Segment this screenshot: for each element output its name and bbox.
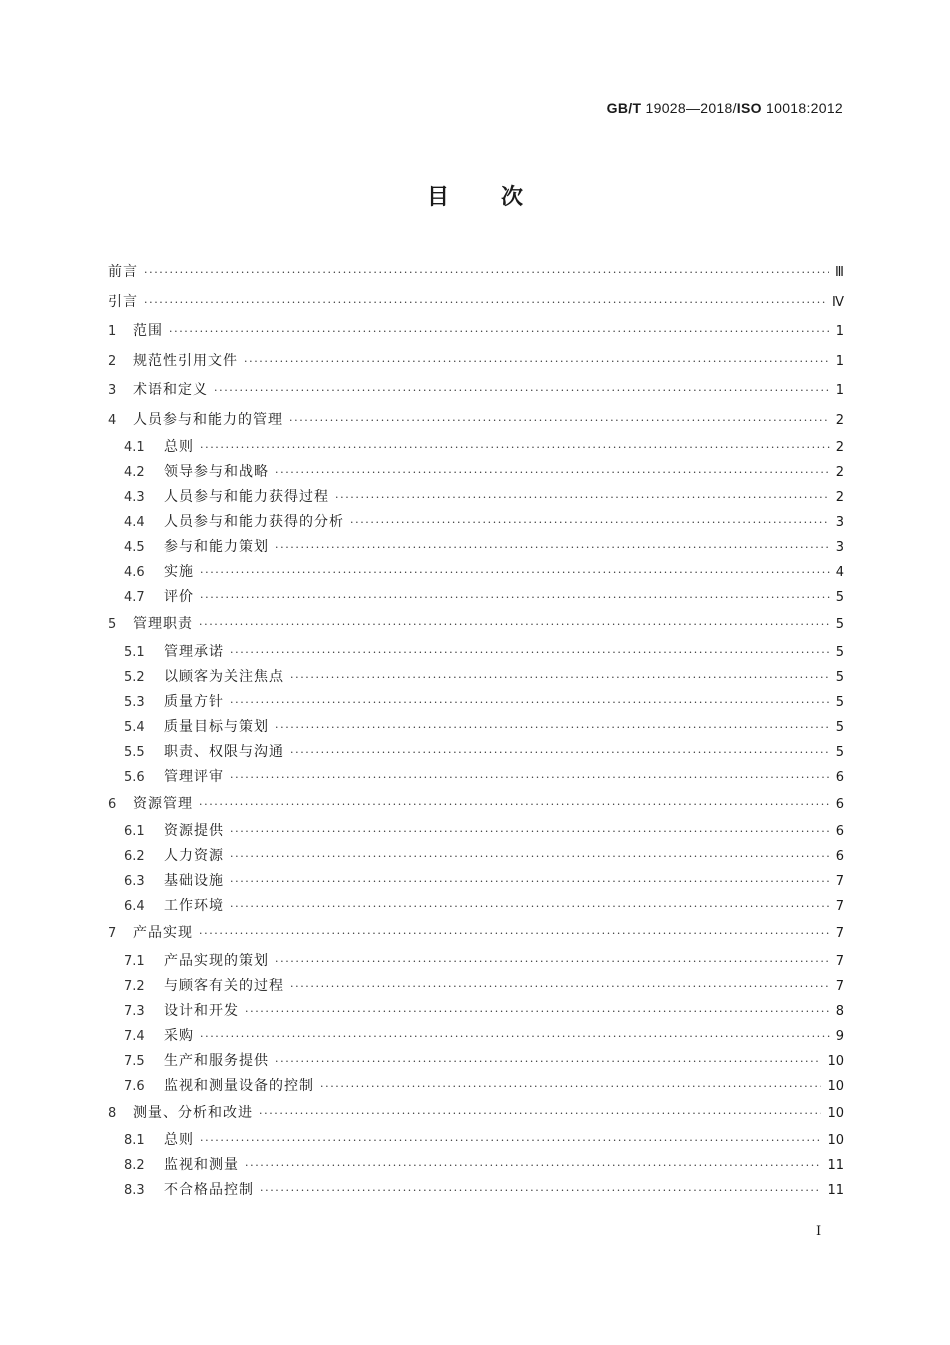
toc-leader-dots bbox=[200, 560, 830, 585]
toc-entry-label: 不合格品控制 bbox=[164, 1182, 254, 1198]
toc-entry-number: 5.5 bbox=[124, 744, 145, 760]
toc-entry-number: 5.6 bbox=[124, 769, 145, 785]
toc-leader-dots bbox=[275, 1049, 821, 1074]
toc-entry-number: 6.2 bbox=[124, 849, 145, 864]
toc-subentry[interactable] bbox=[108, 715, 844, 740]
std-code-rest: 10018:2012 bbox=[766, 100, 843, 116]
toc-entry-number: 8.1 bbox=[124, 1133, 145, 1148]
toc-leader-dots bbox=[199, 610, 830, 640]
toc-entry-label: 资源管理 bbox=[133, 795, 193, 812]
toc-entry-label: 评价 bbox=[164, 589, 194, 605]
toc-leader-dots bbox=[335, 485, 830, 510]
toc-subentry[interactable] bbox=[108, 894, 844, 919]
toc-entry[interactable] bbox=[108, 376, 844, 406]
toc-leader-dots bbox=[200, 585, 830, 610]
toc-leader-dots bbox=[214, 376, 830, 406]
toc-entry-number: 4.5 bbox=[124, 540, 145, 555]
toc-subentry[interactable] bbox=[108, 844, 844, 869]
toc-entry-number: 8 bbox=[108, 1105, 117, 1121]
toc-subentry[interactable] bbox=[108, 949, 844, 974]
toc-leader-dots bbox=[290, 665, 830, 690]
toc-entry-page: 3 bbox=[835, 540, 844, 555]
toc-entry-number: 8.3 bbox=[124, 1183, 145, 1198]
toc-subentry[interactable] bbox=[108, 585, 844, 610]
toc-entry-page: Ⅲ bbox=[835, 265, 844, 280]
toc-entry-number: 6.3 bbox=[124, 874, 145, 889]
toc-leader-dots bbox=[230, 640, 830, 665]
toc-entry-label: 管理职责 bbox=[133, 616, 193, 632]
toc-entry-page: 7 bbox=[835, 953, 844, 969]
toc-entry-page: 5 bbox=[835, 590, 844, 605]
toc-leader-dots bbox=[245, 1153, 821, 1178]
toc-entry-label: 领导参与和战略 bbox=[164, 464, 269, 480]
toc-entry[interactable] bbox=[108, 1099, 844, 1129]
std-code-iso: ISO bbox=[736, 100, 762, 116]
toc-entry-label: 生产和服务提供 bbox=[164, 1052, 269, 1069]
toc-entry-page: 9 bbox=[835, 1028, 844, 1044]
toc-entry-page: 4 bbox=[835, 565, 844, 580]
toc-leader-dots bbox=[200, 435, 830, 460]
toc-entry-page: Ⅳ bbox=[832, 294, 844, 310]
toc-entry-page: 5 bbox=[835, 617, 844, 632]
toc-subentry[interactable] bbox=[108, 690, 844, 715]
toc-subentry[interactable] bbox=[108, 1074, 844, 1099]
toc-entry-number: 4.6 bbox=[124, 565, 145, 580]
toc-subentry[interactable] bbox=[108, 460, 844, 485]
toc-entry[interactable] bbox=[108, 919, 844, 949]
toc-entry-number: 7.4 bbox=[124, 1028, 145, 1044]
toc-leader-dots bbox=[199, 919, 830, 949]
page-title: 目次 bbox=[426, 185, 575, 210]
toc-leader-dots bbox=[259, 1099, 821, 1129]
toc-entry-number: 4.3 bbox=[124, 490, 145, 505]
toc-entry-label: 产品实现的策划 bbox=[164, 952, 269, 969]
toc-leader-dots bbox=[350, 510, 830, 535]
toc-subentry[interactable] bbox=[108, 974, 844, 999]
toc-leader-dots bbox=[275, 460, 830, 485]
toc-entry-number: 2 bbox=[108, 353, 117, 369]
toc-subentry[interactable] bbox=[108, 869, 844, 894]
toc-entry-number: 1 bbox=[108, 324, 117, 339]
toc-leader-dots bbox=[260, 1178, 821, 1203]
toc-entry-page: 10 bbox=[827, 1053, 844, 1069]
toc-entry-page: 2 bbox=[835, 440, 844, 455]
toc-entry-label: 引言 bbox=[108, 293, 138, 310]
toc-subentry[interactable] bbox=[108, 640, 844, 665]
toc-subentry[interactable] bbox=[108, 1049, 844, 1074]
toc-leader-dots bbox=[290, 974, 830, 999]
toc-entry-page: 7 bbox=[835, 899, 844, 914]
toc-entry-label: 产品实现 bbox=[133, 925, 193, 941]
toc-entry-label: 基础设施 bbox=[164, 873, 224, 889]
toc-entry-page: 8 bbox=[835, 1003, 844, 1019]
toc-entry-label: 人员参与和能力的管理 bbox=[133, 411, 283, 428]
toc-subentry[interactable] bbox=[108, 1153, 844, 1178]
toc-entry-page: 7 bbox=[835, 978, 844, 994]
toc-subentry[interactable] bbox=[108, 1128, 844, 1153]
toc-entry-label: 监视和测量 bbox=[164, 1157, 239, 1173]
toc-entry-page: 5 bbox=[835, 719, 844, 735]
toc-entry-label: 术语和定义 bbox=[133, 382, 208, 398]
toc-entry-page: 1 bbox=[835, 353, 844, 369]
toc-entry-label: 设计和开发 bbox=[164, 1002, 239, 1019]
toc-subentry[interactable] bbox=[108, 510, 844, 535]
toc-entry-label: 采购 bbox=[164, 1027, 194, 1044]
toc-entry-page: 5 bbox=[835, 669, 844, 685]
toc-entry-page: 6 bbox=[835, 849, 844, 864]
toc-subentry[interactable] bbox=[108, 819, 844, 844]
toc-entry-number: 7 bbox=[108, 926, 117, 941]
toc-entry-label: 质量方针 bbox=[164, 693, 224, 710]
toc-entry-page: 6 bbox=[835, 824, 844, 839]
toc-entry-label: 管理评审 bbox=[164, 768, 224, 785]
toc-leader-dots bbox=[244, 347, 830, 377]
toc-leader-dots bbox=[230, 819, 830, 844]
toc-entry-label: 总则 bbox=[164, 439, 194, 455]
toc-entry-number: 7.6 bbox=[124, 1078, 145, 1094]
toc-entry-number: 3 bbox=[108, 383, 117, 398]
toc-entry-page: 11 bbox=[827, 1158, 844, 1173]
toc-entry-label: 以顾客为关注焦点 bbox=[164, 668, 284, 685]
toc-subentry[interactable] bbox=[108, 765, 844, 790]
toc-entry-page: 7 bbox=[835, 926, 844, 941]
toc-entry-label: 前言 bbox=[108, 264, 138, 280]
toc-leader-dots bbox=[230, 894, 830, 919]
toc-leader-dots bbox=[230, 844, 830, 869]
toc-entry-page: 5 bbox=[835, 694, 844, 710]
toc-entry-page: 2 bbox=[835, 465, 844, 480]
toc-subentry[interactable] bbox=[108, 665, 844, 690]
toc-entry-label: 总则 bbox=[164, 1132, 194, 1148]
toc-leader-dots bbox=[230, 690, 830, 715]
toc-leader-dots bbox=[275, 949, 830, 974]
toc-subentry[interactable] bbox=[108, 740, 844, 765]
toc-entry-number: 5 bbox=[108, 617, 117, 632]
toc-entry-label: 职责、权限与沟通 bbox=[164, 743, 284, 760]
toc-leader-dots bbox=[169, 317, 830, 347]
toc-subentry[interactable] bbox=[108, 485, 844, 510]
toc-entry-label: 管理承诺 bbox=[164, 643, 224, 660]
std-code-prefix: GB/T bbox=[606, 100, 642, 116]
toc-leader-dots bbox=[289, 406, 830, 436]
toc-subentry[interactable] bbox=[108, 1178, 844, 1203]
toc-entry-number: 4.2 bbox=[124, 465, 145, 480]
toc-entry[interactable] bbox=[108, 258, 844, 288]
toc-subentry[interactable] bbox=[108, 535, 844, 560]
toc-entry-page: 5 bbox=[835, 744, 844, 760]
toc-leader-dots bbox=[200, 1024, 830, 1049]
toc-leader-dots bbox=[230, 869, 830, 894]
toc-leader-dots bbox=[275, 535, 830, 560]
toc-leader-dots bbox=[200, 1128, 821, 1153]
toc-leader-dots bbox=[320, 1074, 821, 1099]
toc-entry-label: 监视和测量设备的控制 bbox=[164, 1077, 314, 1094]
toc-entry-number: 7.1 bbox=[124, 953, 145, 969]
toc-entry-number: 7.5 bbox=[124, 1053, 145, 1069]
toc-leader-dots bbox=[290, 740, 830, 765]
toc-leader-dots bbox=[199, 790, 830, 820]
toc-entry[interactable] bbox=[108, 317, 844, 347]
toc-entry-page: 3 bbox=[835, 515, 844, 530]
toc-entry-page: 2 bbox=[835, 490, 844, 505]
toc-entry-page: 6 bbox=[835, 769, 844, 785]
toc-leader-dots bbox=[144, 258, 829, 288]
toc-entry-page: 5 bbox=[835, 644, 844, 660]
toc-entry-number: 5.4 bbox=[124, 719, 145, 735]
toc-entry-number: 6 bbox=[108, 796, 117, 812]
toc-entry-number: 6.1 bbox=[124, 824, 145, 839]
toc-entry-number: 5.1 bbox=[124, 644, 145, 660]
toc-subentry[interactable] bbox=[108, 999, 844, 1024]
standard-code bbox=[607, 100, 843, 116]
toc-entry-page: 10 bbox=[827, 1078, 844, 1094]
toc-entry-number: 6.4 bbox=[124, 899, 145, 914]
toc-entry-label: 人力资源 bbox=[164, 848, 224, 864]
toc-entry-page: 10 bbox=[827, 1105, 844, 1121]
toc-entry-label: 质量目标与策划 bbox=[164, 718, 269, 735]
toc-entry-number: 4.1 bbox=[124, 440, 145, 455]
toc-entry-page: 1 bbox=[835, 324, 844, 339]
page-folio: Ⅰ bbox=[816, 1224, 822, 1239]
toc-subentry[interactable] bbox=[108, 1024, 844, 1049]
toc-entry-label: 工作环境 bbox=[164, 898, 224, 914]
toc-entry-page: 6 bbox=[835, 796, 844, 812]
toc-entry-number: 4.4 bbox=[124, 515, 145, 530]
toc-entry-label: 参与和能力策划 bbox=[164, 539, 269, 555]
toc-entry[interactable] bbox=[108, 610, 844, 640]
toc-entry-number: 5.2 bbox=[124, 669, 145, 685]
toc-entry-number: 7.2 bbox=[124, 978, 145, 994]
toc-entry-label: 规范性引用文件 bbox=[133, 352, 238, 369]
toc-subentry[interactable] bbox=[108, 435, 844, 460]
toc-entry-page: 2 bbox=[835, 412, 844, 428]
toc-entry-number: 7.3 bbox=[124, 1003, 145, 1019]
toc-subentry[interactable] bbox=[108, 560, 844, 585]
toc-entry-page: 11 bbox=[827, 1183, 844, 1198]
toc-entry-label: 测量、分析和改进 bbox=[133, 1104, 253, 1121]
toc-leader-dots bbox=[245, 999, 830, 1024]
toc-entry-label: 实施 bbox=[164, 564, 194, 580]
toc-entry-label: 与顾客有关的过程 bbox=[164, 977, 284, 994]
std-code-num: 19028—2018/ bbox=[645, 100, 737, 116]
toc-entry[interactable] bbox=[108, 347, 844, 377]
toc-entry-number: 4.7 bbox=[124, 590, 145, 605]
toc-leader-dots bbox=[230, 765, 830, 790]
toc-leader-dots bbox=[144, 288, 826, 318]
toc-entry-label: 范围 bbox=[133, 323, 163, 339]
toc-entry-label: 资源提供 bbox=[164, 823, 224, 839]
toc-entry-label: 人员参与和能力获得过程 bbox=[164, 489, 329, 505]
toc-entry-page: 1 bbox=[835, 383, 844, 398]
toc-entry[interactable] bbox=[108, 288, 844, 318]
toc-entry-page: 10 bbox=[827, 1133, 844, 1148]
toc-leader-dots bbox=[275, 715, 830, 740]
toc-entry-number: 4 bbox=[108, 412, 117, 428]
toc-entry[interactable] bbox=[108, 790, 844, 820]
toc-entry-number: 8.2 bbox=[124, 1158, 145, 1173]
toc-entry-page: 7 bbox=[835, 874, 844, 889]
toc-entry-number: 5.3 bbox=[124, 694, 145, 710]
table-of-contents bbox=[108, 258, 844, 1203]
toc-entry[interactable] bbox=[108, 406, 844, 436]
toc-entry-label: 人员参与和能力获得的分析 bbox=[164, 514, 344, 530]
